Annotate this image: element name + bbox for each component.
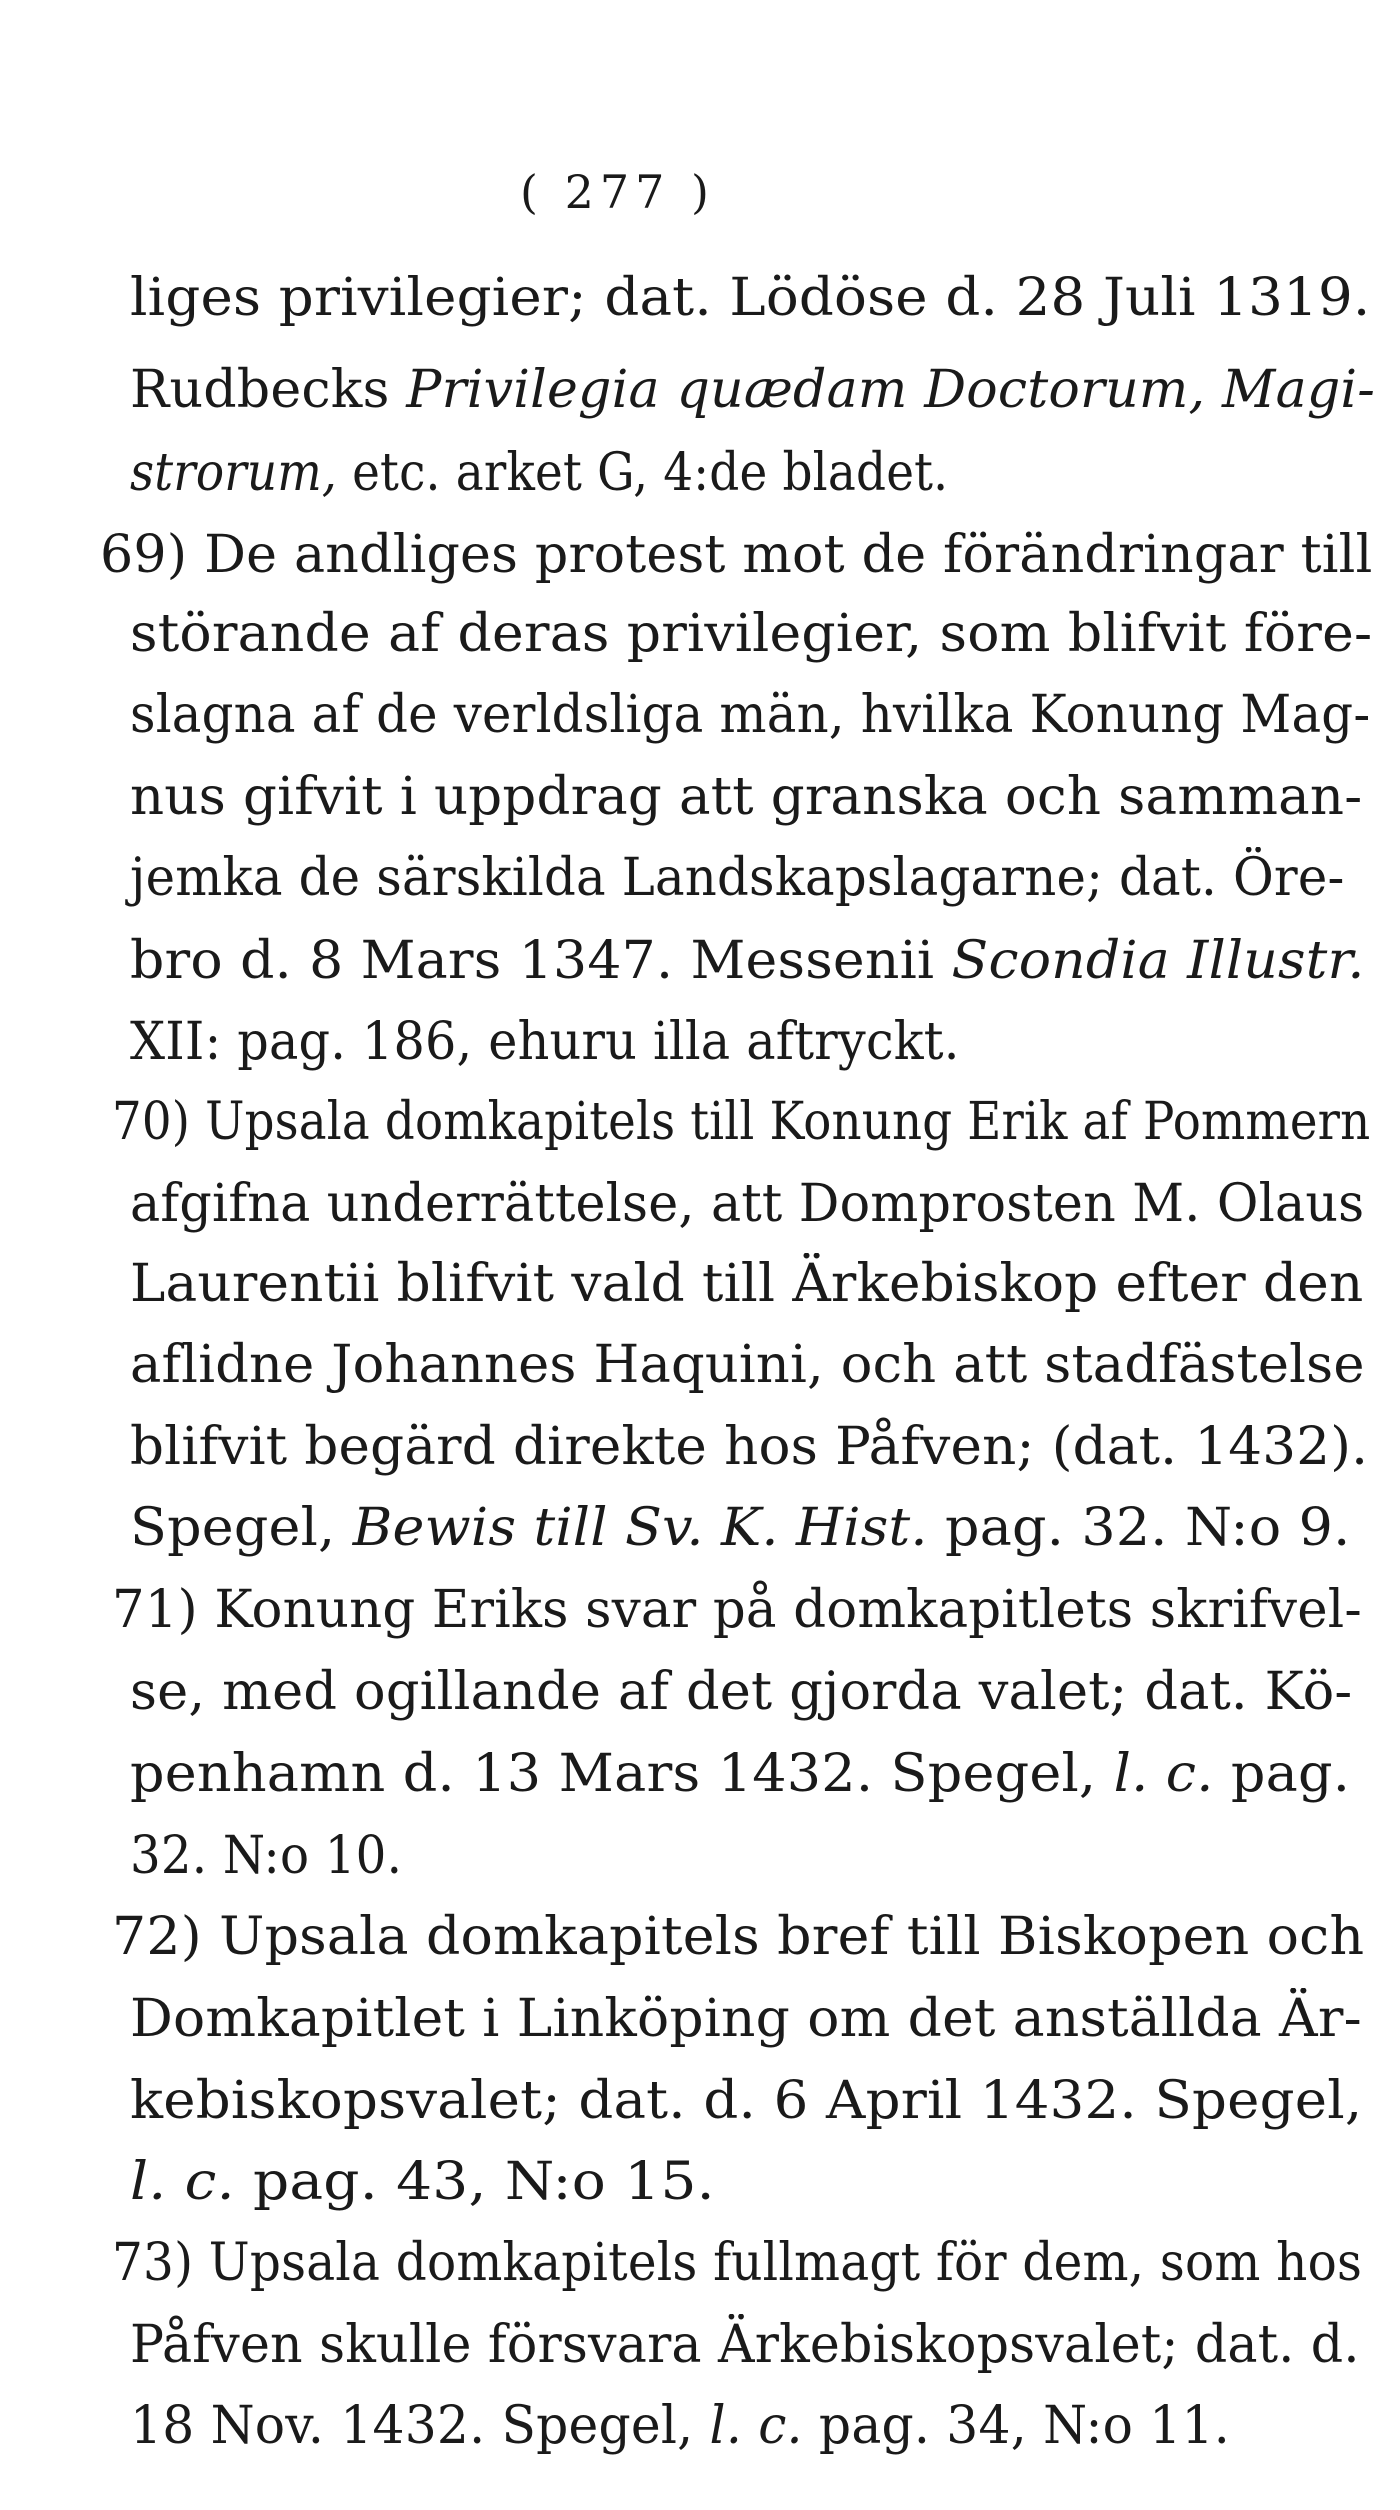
italic-text: l. c. <box>130 2152 235 2212</box>
text-run: pag. 34, N:o 11. <box>802 2396 1230 2456</box>
text-run: etc. arket G, 4:de bladet. <box>337 443 949 503</box>
italic-text: l. c. <box>709 2396 803 2456</box>
text-line <box>130 1989 1362 2049</box>
text-line <box>130 1498 1351 1558</box>
text-line <box>130 767 1363 827</box>
text-run: Rudbecks <box>130 360 407 420</box>
text-run: 32. N:o 10. <box>130 1826 403 1886</box>
text-line <box>130 1744 1351 1804</box>
text-run: Påfven skulle försvara Ärkebiskopsvalet; dat. d. <box>130 2315 1360 2375</box>
text-line <box>112 1092 1371 1152</box>
text-run: 18 Nov. 1432. Spegel, <box>130 2396 710 2456</box>
text-line <box>130 2071 1363 2131</box>
text-run: blifvit begärd direkte hos Påfven; (dat. 1432). <box>130 1417 1369 1477</box>
italic-text: l. c. <box>1113 1744 1214 1804</box>
italic-text: Bewis till Sv. K. Hist. <box>352 1498 928 1558</box>
text-line <box>100 525 1373 585</box>
text-run: kebiskopsvalet; dat. d. 6 April 1432. Spegel, <box>130 2071 1363 2131</box>
text-line <box>130 1417 1369 1477</box>
text-line <box>130 360 1376 420</box>
text-line <box>130 1174 1365 1234</box>
text-line <box>130 1826 403 1886</box>
text-line <box>112 2233 1363 2293</box>
text-run: 72) Upsala domkapitels bref till Biskopen och <box>112 1907 1365 1967</box>
text-line <box>130 848 1345 908</box>
text-line <box>130 1012 960 1072</box>
text-run: pag. <box>1213 1744 1351 1804</box>
text-run: aflidne Johannes Haquini, och att stadfästelse <box>130 1335 1365 1395</box>
text-run: liges privilegier; dat. Lödöse d. 28 Juli 1319. <box>130 268 1371 328</box>
text-run: 70) Upsala domkapitels till Konung Erik af Pommern <box>112 1092 1371 1152</box>
text-run: 69) De andliges protest mot de förändringar till <box>100 525 1373 585</box>
text-run: nus gifvit i uppdrag att granska och samman- <box>130 767 1363 827</box>
text-run: störande af deras privilegier, som blifvit före- <box>130 604 1373 664</box>
text-run: slagna af de verldsliga män, hvilka Konung Mag- <box>130 685 1371 745</box>
text-run: Spegel, <box>130 1498 353 1558</box>
text-line <box>130 604 1373 664</box>
text-line <box>130 443 949 503</box>
text-run: bro d. 8 Mars 1347. Messenii <box>130 931 952 991</box>
text-run: Domkapitlet i Linköping om det anställda Är- <box>130 1989 1362 2049</box>
text-run: pag. 32. N:o 9. <box>927 1498 1351 1558</box>
text-line <box>130 2152 715 2212</box>
text-run: afgifna underrättelse, att Domprosten M. Olaus <box>130 1174 1365 1234</box>
text-line <box>130 2396 1230 2456</box>
text-run: pag. 43, N:o 15. <box>234 2152 715 2212</box>
text-line <box>130 1254 1364 1314</box>
italic-text: strorum, <box>130 443 338 503</box>
text-line <box>130 268 1371 328</box>
italic-text: Privilegia quædam Doctorum, Magi- <box>406 360 1376 420</box>
page-number: ( 277 ) <box>520 165 715 219</box>
text-line <box>130 2315 1360 2375</box>
text-run: XII: pag. 186, ehuru illa aftryckt. <box>130 1012 960 1072</box>
text-line <box>130 685 1371 745</box>
text-run: Laurentii blifvit vald till Ärkebiskop efter den <box>130 1254 1364 1314</box>
text-line <box>112 1580 1362 1640</box>
text-run: penhamn d. 13 Mars 1432. Spegel, <box>130 1744 1114 1804</box>
text-line <box>130 1335 1365 1395</box>
text-run: 73) Upsala domkapitels fullmagt för dem, som hos <box>112 2233 1363 2293</box>
text-run: se, med ogillande af det gjorda valet; dat. Kö- <box>130 1662 1353 1722</box>
text-line <box>130 931 1365 991</box>
italic-text: Scondia Illustr. <box>951 931 1365 991</box>
text-line <box>112 1907 1365 1967</box>
text-run: 71) Konung Eriks svar på domkapitlets skrifvel- <box>112 1580 1362 1640</box>
text-line <box>130 1662 1353 1722</box>
text-run: jemka de särskilda Landskapslagarne; dat. Öre- <box>130 848 1345 908</box>
